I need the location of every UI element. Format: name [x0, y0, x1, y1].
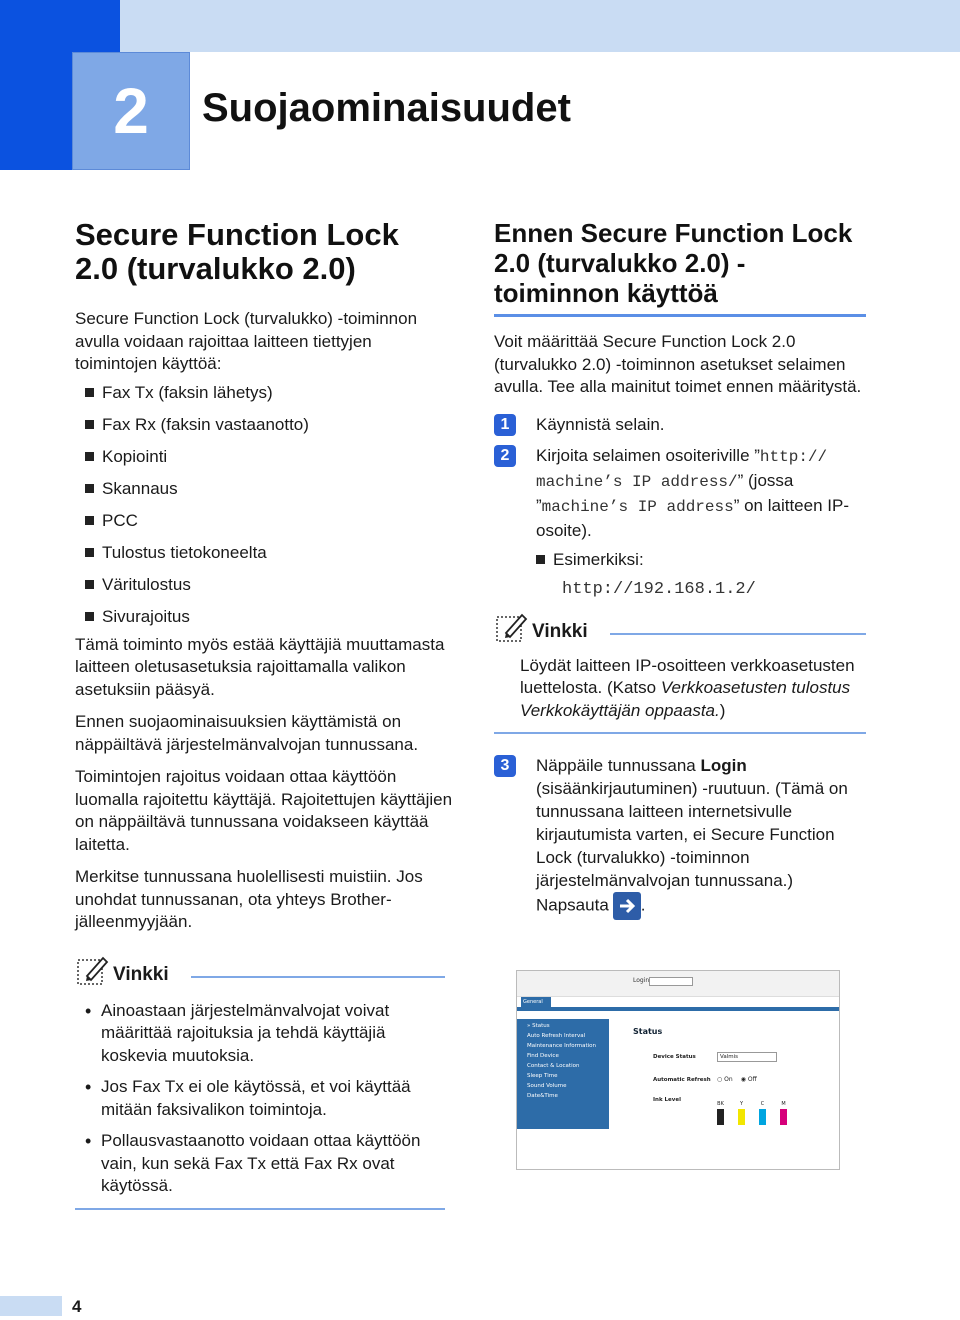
sidebar-item-date-time[interactable]: Date&Time	[527, 1093, 558, 1099]
note-pencil-icon	[494, 609, 530, 645]
sidebar-item-sleep-time[interactable]: Sleep Time	[527, 1073, 558, 1079]
note-end-rule	[494, 732, 866, 734]
list-item: Väritulostus	[85, 574, 455, 596]
square-bullet-icon	[85, 484, 94, 493]
note-box-left	[75, 950, 445, 1210]
step-number: 2	[494, 445, 516, 467]
list-item: Sivurajoitus	[85, 606, 455, 628]
step-1: 1 Käynnistä selain.	[494, 413, 866, 436]
list-item: PCC	[85, 510, 455, 532]
feature-list	[85, 382, 455, 628]
arrow-right-icon	[613, 892, 641, 920]
list-item: • Ainoastaan järjestelmänvalvojat voivat määrittää rajoituksia ja tehdä käyttäjiä koskevia muutoksia.	[85, 1000, 445, 1068]
step-number: 1	[494, 414, 516, 436]
screenshot-main	[633, 1027, 787, 1125]
sidebar-item-auto-refresh[interactable]: Auto Refresh Interval	[527, 1033, 586, 1039]
ink-y: Y	[738, 1101, 745, 1125]
list-item: • Jos Fax Tx ei ole käytössä, et voi käyttää mitään faksivalikon toimintoja.	[85, 1076, 445, 1121]
sidebar-item-contact[interactable]: Contact & Location	[527, 1063, 580, 1069]
section-heading-secure-function-lock: Secure Function Lock 2.0 (turvalukko 2.0)	[75, 217, 399, 286]
ip-placeholder-code: machine’s IP address	[541, 497, 734, 516]
list-item: Kopiointi	[85, 446, 455, 468]
web-ui-screenshot	[516, 970, 840, 1170]
square-bullet-icon	[85, 516, 94, 525]
screenshot-nav-bar	[517, 1007, 840, 1011]
auto-refresh-row: Automatic Refresh ○ On ◉ Off	[653, 1076, 757, 1083]
list-item: Skannaus	[85, 478, 455, 500]
note-title: Vinkki	[113, 963, 169, 985]
paragraph-default-settings: Tämä toiminto myös estää käyttäjiä muuttamasta laitteen oletusasetuksia rajoittamalla valikon asetuksiin pääsyä.	[75, 634, 445, 699]
screenshot-topbar	[517, 971, 839, 997]
step-number: 3	[494, 755, 516, 777]
chapter-title: Suojaominaisuudet	[202, 86, 571, 130]
login-field[interactable]	[649, 977, 693, 986]
square-bullet-icon	[85, 388, 94, 397]
note-rule	[610, 633, 866, 635]
bullet-icon: •	[85, 1077, 92, 1097]
note-box-right	[494, 607, 866, 735]
step-3: 3 Näppäile tunnussana Login (sisäänkirjautuminen) -ruutuun. (Tämä on tunnussana laitteen internetsivulle kirjautumista varten, ei Secure Function Lock (turvalukko) -toiminnon järjestelmänvalvojan tunnussana.) Napsauta .	[494, 754, 866, 920]
example-url: http://192.168.1.2/	[562, 579, 756, 599]
intro-paragraph: Secure Function Lock (turvalukko) -toiminnon avulla voidaan rajoittaa laitteen tiettyjen toimintojen käyttöä:	[75, 309, 418, 373]
right-column	[494, 218, 866, 928]
ink-bk: BK	[717, 1101, 724, 1125]
ink-m: M	[780, 1101, 787, 1125]
tab-general[interactable]: General	[521, 997, 551, 1007]
section-rule	[494, 314, 866, 317]
note-rule	[191, 976, 445, 978]
intro-paragraph: Voit määrittää Secure Function Lock 2.0 (turvalukko 2.0) -toiminnon asetukset selaimen avulla. Tee alla mainitut toimet ennen määritystä.	[494, 332, 862, 396]
left-column	[75, 218, 455, 1210]
sidebar-item-maintenance[interactable]: Maintenance Information	[527, 1043, 597, 1049]
screenshot-sidebar	[517, 1019, 609, 1129]
paragraph-admin-password: Ennen suojaominaisuuksien käyttämistä on näppäiltävä järjestelmänvalvojan tunnussana.	[75, 712, 419, 754]
bullet-icon: •	[85, 1131, 92, 1151]
square-bullet-icon	[85, 548, 94, 557]
square-bullet-icon	[536, 555, 545, 564]
note-text: Löydät laitteen IP-osoitteen verkkoasetusten luettelosta. (Katso Verkkoasetusten tulostus Verkkokäyttäjän oppaasta.)	[520, 655, 855, 720]
device-status-field: Valmis	[717, 1052, 777, 1062]
note-list	[85, 1000, 445, 1198]
sidebar-item-status[interactable]: » Status	[527, 1023, 550, 1029]
list-item: • Pollausvastaanotto voidaan ottaa käyttöön vain, kun sekä Fax Tx että Fax Rx ovat käytössä.	[85, 1130, 445, 1198]
example-block	[536, 550, 866, 599]
section-heading-before-use: Ennen Secure Function Lock 2.0 (turvalukko 2.0) -toiminnon käyttöä	[494, 218, 853, 308]
square-bullet-icon	[85, 420, 94, 429]
note-end-rule	[75, 1208, 445, 1210]
radio-off[interactable]: ◉ Off	[740, 1076, 757, 1083]
ink-level-bars	[717, 1101, 787, 1125]
status-title: Status	[633, 1027, 663, 1036]
list-item: Tulostus tietokoneelta	[85, 542, 455, 564]
sidebar-item-sound-volume[interactable]: Sound Volume	[527, 1083, 567, 1089]
ink-c: C	[759, 1101, 766, 1125]
header-band	[120, 0, 960, 52]
bullet-icon: •	[85, 1000, 92, 1021]
list-item: Esimerkiksi:	[536, 550, 866, 570]
list-item: Fax Rx (faksin vastaanotto)	[85, 414, 455, 436]
page-number: 4	[72, 1297, 82, 1316]
paragraph-remember-password: Merkitse tunnussana huolellisesti muistiin. Jos unohdat tunnussanan, ota yhteys Brother-jälleenmyyjään.	[75, 867, 423, 931]
square-bullet-icon	[85, 612, 94, 621]
step-2: 2 Kirjoita selaimen osoiteriville ”http:// machine’s IP address/” (jossa ”machine’s IP address” on laitteen IP-osoite).	[494, 444, 866, 542]
ink-level-row: Ink Level	[653, 1097, 681, 1103]
paragraph-restricted-user: Toimintojen rajoitus voidaan ottaa käyttöön luomalla rajoitettu käyttäjä. Rajoitettujen käyttäjien on näppäiltävä tunnussana voidakseen käyttää laitetta.	[75, 767, 453, 854]
login-label: Login	[633, 977, 650, 984]
chapter-number: 2	[113, 75, 149, 147]
note-pencil-icon	[75, 952, 111, 988]
device-status-row: Device Status Valmis	[653, 1052, 787, 1062]
note-title: Vinkki	[532, 620, 588, 642]
sidebar-item-find-device[interactable]: Find Device	[527, 1053, 559, 1059]
url-code: http:// machine’s IP address/	[536, 447, 828, 491]
square-bullet-icon	[85, 452, 94, 461]
list-item: Fax Tx (faksin lähetys)	[85, 382, 455, 404]
footer-accent	[0, 1296, 62, 1316]
square-bullet-icon	[85, 580, 94, 589]
radio-on[interactable]: ○ On	[717, 1076, 733, 1083]
